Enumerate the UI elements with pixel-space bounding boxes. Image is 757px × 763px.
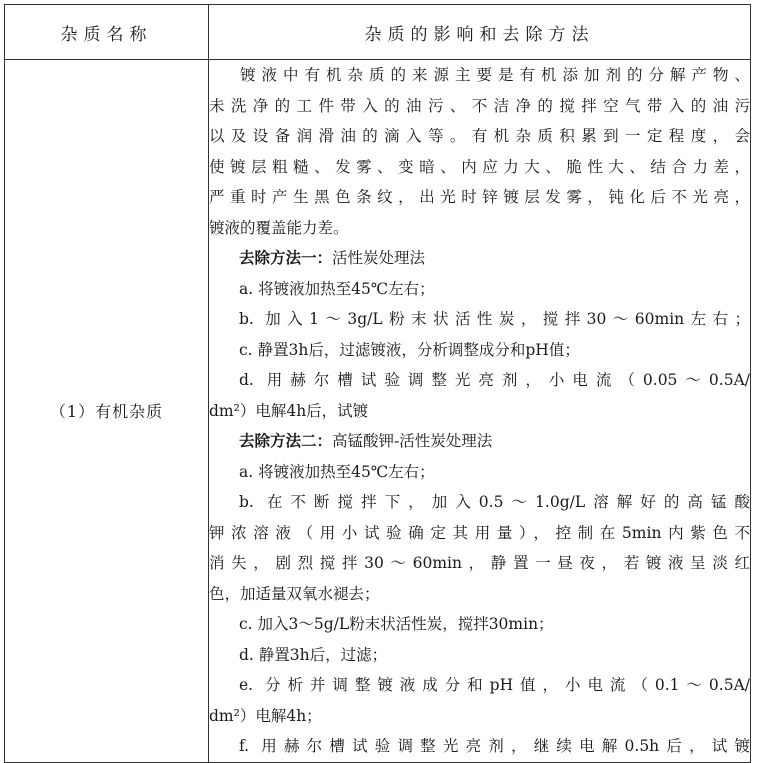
method1-heading: [209, 243, 750, 274]
method2-step: a. 将镀液加热至45℃左右；: [239, 462, 435, 481]
method2-step: 色，加适量双氧水褪去；: [209, 584, 380, 603]
method2-label: 去除方法二：: [239, 432, 333, 450]
method1-name: 活性炭处理法: [332, 249, 426, 267]
intro-line: 使镀层粗糙、发雾、变暗、内应力大、脆性大、结合力差，: [209, 157, 750, 176]
method2-step: c. 加入3～5g/L粉末状活性炭，搅拌30min；: [239, 615, 554, 633]
header-impurity-name: 杂质名称: [5, 5, 209, 60]
intro-line: 镀液中有机杂质的来源主要是有机添加剂的分解产物、: [240, 66, 750, 84]
intro-line: 以及设备润滑油的滴入等。有机杂质积累到一定程度，会: [209, 127, 750, 145]
effect-and-removal-cell: [209, 60, 751, 763]
header-effect-and-removal: 杂质的影响和去除方法: [209, 5, 751, 60]
method2-step: f. 用赫尔槽试验调整光亮剂，继续电解0.5h后，试镀: [239, 737, 750, 755]
intro-line: 严重时产生黑色条纹，出光时锌镀层发雾，钝化后不光亮，: [209, 188, 750, 206]
method1-step: a. 将镀液加热至45℃左右；: [239, 279, 435, 298]
method2-step: 消失，剧烈搅拌30～60min，静置一昼夜，若镀液呈淡红: [209, 554, 750, 572]
method1-step: dm²）电解4h后，试镀: [209, 401, 369, 420]
method2-step: dm²）电解4h；: [209, 706, 322, 725]
intro-line: 镀液的覆盖能力差。: [209, 218, 349, 237]
intro-line: 未洗净的工件带入的油污、不洁净的搅拌空气带入的油污: [209, 96, 750, 115]
method2-heading: [209, 426, 750, 457]
row-label-organic-impurity: （1）有机杂质: [5, 60, 209, 763]
method2-name: 高锰酸钾-活性炭处理法: [332, 432, 493, 450]
method1-step: b. 加入1～3g/L粉末状活性炭，搅拌30～60min左右；: [239, 310, 750, 328]
method1-step: d. 用赫尔槽试验调整光亮剂，小电流（0.05～0.5A/: [239, 371, 750, 389]
method2-step: e. 分析并调整镀液成分和pH值，小电流（0.1～0.5A/: [239, 676, 750, 694]
impurity-table: [4, 4, 751, 763]
table-row: [5, 60, 751, 763]
method2-step: 钾浓溶液（用小试验确定其用量），控制在5min内紫色不: [209, 523, 750, 542]
method1-label: 去除方法一：: [239, 249, 333, 267]
header-row: [5, 5, 751, 60]
method1-step: c. 静置3h后，过滤镀液，分析调整成分和pH值；: [239, 340, 580, 359]
method2-step: d. 静置3h后，过滤；: [239, 645, 388, 664]
method2-step: b. 在不断搅拌下，加入0.5～1.0g/L溶解好的高锰酸: [239, 493, 750, 511]
